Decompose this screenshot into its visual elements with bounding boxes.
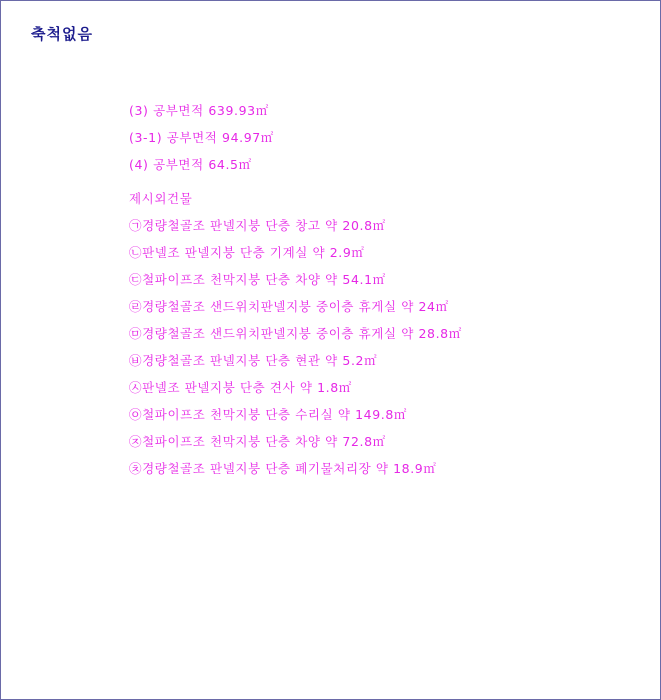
building-list-item: ㉧철파이프조 천막지붕 단층 수리실 약 149.8㎡ [129,407,407,422]
document-body [129,104,629,489]
section-heading: 제시외건물 [129,191,193,206]
area-entry: (3-1) 공부면적 94.97㎡ [129,130,274,145]
area-entry: (4) 공부면적 64.5㎡ [129,157,252,172]
building-list-item: ㉥경량철골조 판넬지붕 단층 현관 약 5.2㎡ [129,353,378,368]
area-entry: (3) 공부면적 639.93㎡ [129,103,269,118]
building-list-item: ㉩경량철골조 판넬지붕 단층 폐기물처리장 약 18.9㎡ [129,461,437,476]
building-list-item: ㉢철파이프조 천막지붕 단층 차양 약 54.1㎡ [129,272,386,287]
building-list-item: ㉠경량철골조 판넬지붕 단층 창고 약 20.8㎡ [129,218,386,233]
building-list-item: ㉡판넬조 판넬지붕 단층 기계실 약 2.9㎡ [129,245,365,260]
building-list-item: ㉨철파이프조 천막지붕 단층 차양 약 72.8㎡ [129,434,386,449]
page-title: 축척없음 [31,25,93,43]
building-list-item: ㉦판넬조 판넬지붕 단층 견사 약 1.8㎡ [129,380,352,395]
building-list-item: ㉤경량철골조 샌드위치판넬지붕 중이층 휴게실 약 28.8㎡ [129,326,462,341]
building-list-item: ㉣경량철골조 샌드위치판넬지붕 중이층 휴게실 약 24㎡ [129,299,449,314]
